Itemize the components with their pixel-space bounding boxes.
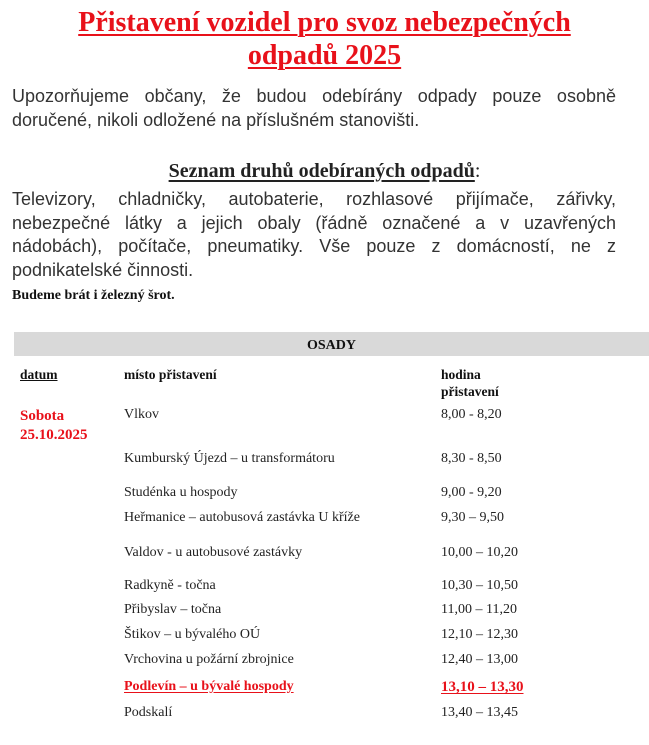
row-time: 11,00 – 11,20	[441, 602, 517, 617]
table-row	[0, 545, 649, 565]
table-row	[0, 485, 649, 505]
row-place: Podskalí	[124, 705, 173, 720]
row-place: Vrchovina u požární zbrojnice	[124, 652, 294, 667]
collection-day: Sobota	[20, 408, 65, 424]
row-place: Kumburský Újezd – u transformátoru	[124, 451, 335, 466]
table-row	[0, 578, 649, 598]
osady-section-header: OSADY	[14, 332, 649, 356]
column-header-misto: místo přistavení	[124, 367, 217, 382]
row-time: 9,00 - 9,20	[441, 485, 502, 500]
row-place: Vlkov	[124, 407, 159, 422]
row-place: Štikov – u bývalého OÚ	[124, 627, 261, 642]
iron-scrap-note: Budeme brát i železný šrot.	[12, 288, 175, 303]
collection-date-value: 25.10.2025	[20, 427, 88, 443]
table-row-highlighted	[0, 679, 649, 699]
waste-list-heading-colon: :	[474, 160, 481, 182]
title-line-1: Přistavení vozidel pro svoz nebezpečných	[78, 7, 571, 38]
row-place: Radkyně - točna	[124, 578, 216, 593]
row-time: 8,30 - 8,50	[441, 451, 502, 466]
table-row	[0, 602, 649, 622]
row-time: 12,10 – 12,30	[441, 627, 518, 642]
row-time: 12,40 – 13,00	[441, 652, 518, 667]
row-time: 9,30 – 9,50	[441, 510, 504, 525]
table-row	[0, 705, 649, 725]
waste-list-heading-text: Seznam druhů odebíraných odpadů	[168, 160, 475, 182]
title-line-2: odpadů 2025	[247, 40, 402, 71]
row-place: Přibyslav – točna	[124, 602, 222, 617]
table-row	[0, 510, 649, 530]
row-place: Valdov - u autobusové zastávky	[124, 545, 303, 560]
column-header-hodina: hodina přistavení	[441, 367, 499, 399]
column-header-datum: datum	[20, 367, 58, 382]
table-row	[0, 451, 649, 471]
table-row	[0, 652, 649, 672]
row-place: Studénka u hospody	[124, 485, 238, 500]
table-row	[0, 407, 649, 427]
intro-paragraph: Upozorňujeme občany, že budou odebírány odpady pouze osobně doručené, nikoli odložené na příslušném stanovišti.	[12, 86, 616, 130]
waste-list-heading	[0, 160, 649, 183]
row-time: 13,40 – 13,45	[441, 705, 518, 720]
page-title	[0, 6, 649, 72]
row-time: 10,30 – 10,50	[441, 578, 518, 593]
row-place: Podlevín – u bývalé hospody	[124, 679, 294, 694]
row-time: 13,10 – 13,30	[441, 679, 524, 695]
row-time: 10,00 – 10,20	[441, 545, 518, 560]
row-time: 8,00 - 8,20	[441, 407, 502, 422]
waste-items-paragraph: Televizory, chladničky, autobaterie, rozhlasové přijímače, zářivky, nebezpečné látky a jejich obaly (řádně označené a v uzavřených nádobách), počítače, pneumatiky. Vše pouze z domácností, ne z podnikatelské činnosti.	[12, 189, 616, 280]
row-place: Heřmanice – autobusová zastávka U kříže	[124, 510, 360, 525]
table-row	[0, 627, 649, 647]
